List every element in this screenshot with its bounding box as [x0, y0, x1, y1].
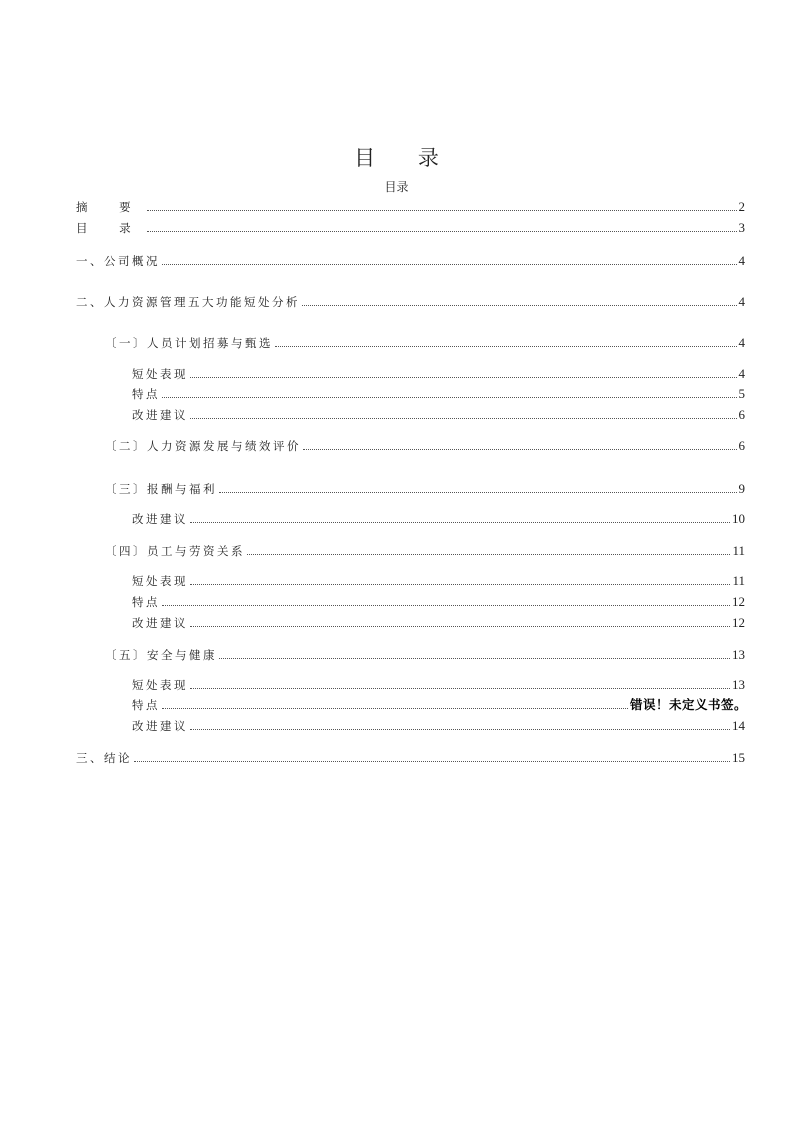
- toc-entry-label: 三、结论: [76, 751, 132, 765]
- toc-page-number: 10: [732, 511, 745, 526]
- toc-dot-leader: [147, 210, 737, 211]
- toc-entry-contents[interactable]: [76, 220, 745, 236]
- toc-page-number: 3: [738, 220, 745, 235]
- toc-entry-section-4[interactable]: [105, 543, 745, 559]
- toc-entry-label: 〔一〕人员计划招募与甄选: [105, 336, 273, 350]
- toc-entry-label: 〔四〕员工与劳资关系: [105, 544, 245, 558]
- toc-page-number: 2: [738, 199, 745, 214]
- toc-entry-label: 摘 要: [76, 200, 145, 214]
- toc-entry-company-overview[interactable]: [76, 253, 745, 269]
- toc-entry-label: 目 录: [76, 221, 145, 235]
- toc-entry-label: 〔五〕安全与健康: [105, 648, 217, 662]
- toc-page-number: 4: [738, 294, 745, 309]
- toc-entry-label: 一、公司概况: [76, 254, 160, 268]
- toc-entry-subsection[interactable]: [132, 386, 745, 402]
- toc-entry-label: 特点: [132, 698, 160, 712]
- toc-entry-section-5[interactable]: [105, 647, 745, 663]
- toc-heading: 目录: [384, 180, 409, 194]
- toc-entry-abstract[interactable]: [76, 199, 745, 215]
- toc-page-number: 4: [738, 253, 745, 268]
- toc-entry-subsection[interactable]: [132, 677, 745, 693]
- toc-entry-label: 短处表现: [132, 574, 188, 588]
- toc-page-number: 12: [732, 594, 745, 609]
- toc-page-number: 4: [738, 335, 745, 350]
- toc-entry-label: 改进建议: [132, 512, 188, 526]
- toc-entry-subsection[interactable]: [132, 615, 745, 631]
- toc-dot-leader: [162, 264, 737, 265]
- toc-dot-leader: [219, 658, 730, 659]
- toc-dot-leader: [190, 729, 730, 730]
- toc-page-number: 6: [738, 438, 745, 453]
- toc-entry-section-3[interactable]: [105, 481, 745, 497]
- toc-dot-leader: [162, 397, 737, 398]
- toc-page-number: 4: [738, 366, 745, 381]
- toc-page-number: 15: [732, 750, 745, 765]
- toc-page-number: 9: [738, 481, 745, 496]
- page-title: 目 录: [354, 146, 457, 170]
- toc-entry-label: 特点: [132, 595, 160, 609]
- toc-dot-leader: [190, 688, 730, 689]
- toc-page-number: 6: [738, 407, 745, 422]
- toc-entry-subsection[interactable]: [132, 573, 745, 589]
- toc-entry-label: 改进建议: [132, 719, 188, 733]
- toc-entry-subsection[interactable]: [132, 407, 745, 423]
- toc-page-number: 11: [732, 573, 745, 588]
- toc-page-number: 11: [732, 543, 745, 558]
- toc-dot-leader: [303, 449, 737, 450]
- toc-dot-leader: [190, 522, 730, 523]
- toc-dot-leader: [275, 346, 737, 347]
- toc-entry-section-1[interactable]: [105, 335, 745, 351]
- toc-dot-leader: [190, 377, 737, 378]
- toc-entry-label: 〔二〕人力资源发展与绩效评价: [105, 439, 301, 453]
- toc-entry-subsection[interactable]: [132, 366, 745, 382]
- toc-page-number: 5: [738, 386, 745, 401]
- toc-page-number: 12: [732, 615, 745, 630]
- toc-dot-leader: [162, 708, 628, 709]
- toc-entry-label: 特点: [132, 387, 160, 401]
- toc-entry-conclusion[interactable]: [76, 750, 745, 766]
- toc-entry-subsection[interactable]: [132, 697, 747, 713]
- toc-dot-leader: [147, 231, 737, 232]
- toc-dot-leader: [190, 626, 730, 627]
- toc-dot-leader: [247, 554, 730, 555]
- toc-entry-section-2[interactable]: [105, 438, 745, 454]
- toc-entry-label: 二、人力资源管理五大功能短处分析: [76, 295, 300, 309]
- toc-dot-leader: [162, 605, 730, 606]
- toc-dot-leader: [219, 492, 737, 493]
- toc-page-number: 14: [732, 718, 745, 733]
- toc-dot-leader: [134, 761, 730, 762]
- toc-entry-subsection[interactable]: [132, 718, 745, 734]
- toc-page-number: 13: [732, 647, 745, 662]
- toc-entry-hr-analysis[interactable]: [76, 294, 745, 310]
- toc-dot-leader: [190, 584, 730, 585]
- toc-entry-label: 短处表现: [132, 678, 188, 692]
- toc-entry-label: 改进建议: [132, 616, 188, 630]
- toc-entry-subsection[interactable]: [132, 511, 745, 527]
- toc-page-number: 13: [732, 677, 745, 692]
- toc-bookmark-error: 错误！未定义书签。: [629, 697, 747, 712]
- toc-dot-leader: [302, 305, 737, 306]
- toc-entry-label: 改进建议: [132, 408, 188, 422]
- toc-entry-label: 短处表现: [132, 367, 188, 381]
- toc-entry-subsection[interactable]: [132, 594, 745, 610]
- toc-entry-label: 〔三〕报酬与福利: [105, 482, 217, 496]
- toc-dot-leader: [190, 418, 737, 419]
